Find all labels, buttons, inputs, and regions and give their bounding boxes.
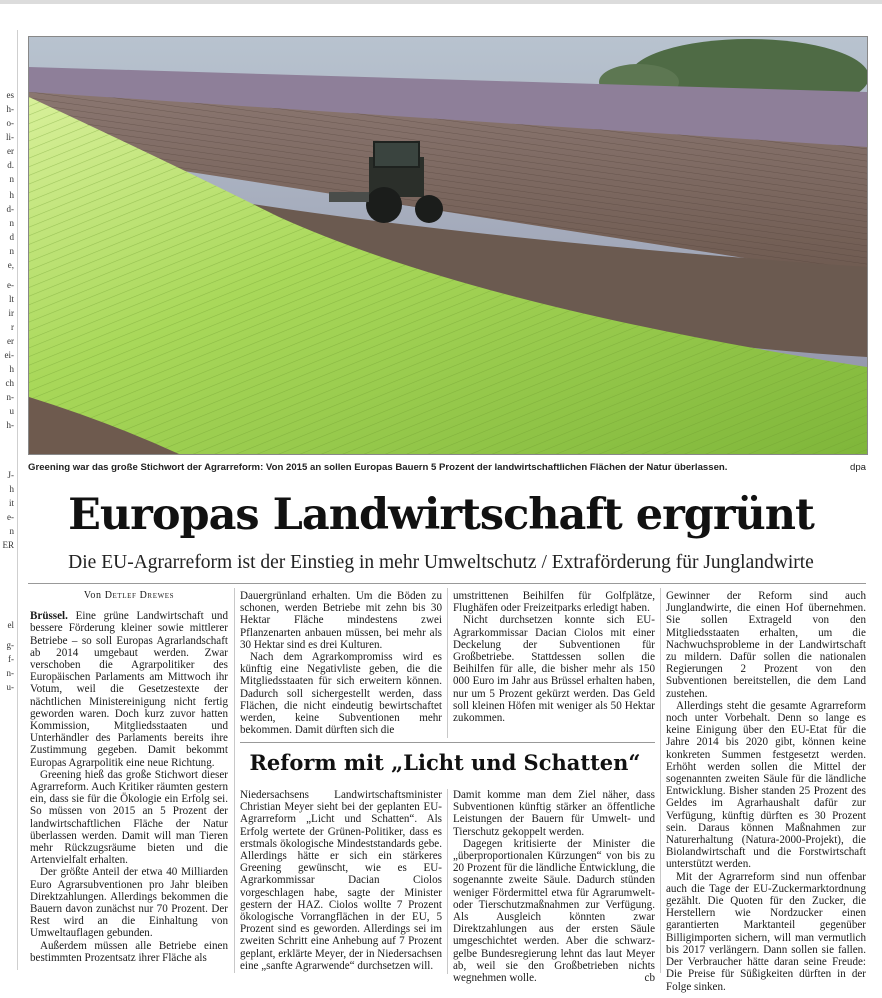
fragment-text: ir (8, 308, 14, 318)
fragment-text: d. (7, 160, 14, 170)
paragraph: Niedersachsens Landwirtschaftsminister Christian Meyer sieht bei der geplanten EU-Agrarreform „Licht und Schatten“. Als Erfolg wertete der Grünen-Politiker, dass es erstmals ökologische Mindeststandards gebe. Allerdings hätte er sich ein stärkeres Greening gewünscht, wie es EU-Agrarkommissar Dacian Ciolos vorgeschlagen habe, sagte der Minister gestern der HAZ. Ciolos wollte 7 Prozent ökologische Vorrangflächen in der EU, 5 Prozent sind es geworden. Allerdings sei im zweiten Schritt eine Anhebung auf 7 Prozent geplant, erklärte Meyer, der in Niedersachsen eine „sanfte Agrarwende“ durchsetzen will. (240, 789, 442, 972)
fragment-text: h- (6, 420, 14, 430)
article-column-2 (240, 590, 442, 736)
article-column-4 (666, 590, 866, 993)
fragment-text: u (9, 406, 14, 416)
byline-prefix: Von (83, 590, 102, 601)
article-column-1 (30, 590, 228, 964)
fragment-text: e, (7, 260, 14, 270)
paragraph: Dauergrünland erhalten. Um die Böden zu schonen, werden Betriebe mit zehn bis 30 Hektar Fläche mindestens zwei Pflanzenarten anbauen müssen, bei mehr als 30 Hektar sind es drei Kulturen. (240, 590, 442, 651)
fragment-text: er (7, 146, 14, 156)
fragment-text: ch (5, 378, 14, 388)
column-rule (447, 789, 448, 974)
fragment-text: n- (6, 668, 14, 678)
fragment-text: e- (7, 512, 14, 522)
fragment-text: d (9, 232, 14, 242)
headline: Europas Landwirtschaft ergrünt (68, 490, 814, 540)
fragment-text: ER (2, 540, 14, 550)
photo-caption (28, 460, 866, 476)
fragment-text: o- (6, 118, 14, 128)
column-rule (234, 588, 235, 973)
fragment-text: el (7, 620, 14, 630)
photo-credit: dpa (849, 462, 866, 473)
fragment-text: u- (6, 682, 14, 692)
fragment-text: h (9, 190, 14, 200)
sidebar-column-1 (240, 789, 442, 972)
paragraph: Der größte Anteil der etwa 40 Milliarden Euro Agrarsubventionen pro Jahr bleiben Direktzahlungen. Allerdings bekommen die Bauern davon zunächst nur 70 Prozent. Der Rest wird an die Einhaltung von Umweltauflagen gebunden. (30, 866, 228, 940)
paragraph: Mit der Agrarreform sind nun offenbar auch die Tage der EU-Zuckermarktordnung gezählt. Die Quoten für den Zucker, die Herstellern wie Nordzucker einen garantierten Marktanteil gegenüber Billigimporten sichern, will man vermutlich bis 2017 verlängern. Dann sollen sie fallen. Der Verbraucher hätte daran seine Freude: Die Preise für Süßigkeiten dürften in der Folge sinken. (666, 870, 866, 993)
fragment-text: r (11, 322, 14, 332)
fragment-text: g- (6, 640, 14, 650)
paragraph: Dagegen kritisierte der Minister die „überproportionalen Kürzungen“ von bis zu 20 Prozent für die ländliche Entwicklung, die sogenannte zweite Säule. Dadurch stünden weniger Fördermittel etwa für Agrarumwelt- oder Tierschutzmaßnahmen zur Verfügung. Als Ausgleich könnten zwar Direktzahlungen aus der ersten Säule umgeschichtet werden. Aber die schwarz-gelbe Bundesregierung lehnt das laut Meyer ab, weil sie den Großbetrieben nichts wegnehmen wolle. cb (453, 837, 655, 985)
article-column-3 (453, 590, 655, 724)
fragment-text: n (9, 246, 14, 256)
column-rule (660, 588, 661, 973)
fragment-text: lt (8, 294, 14, 304)
fragment-text: n (9, 174, 14, 184)
subheadline: Die EU-Agrarreform ist der Einstieg in mehr Umweltschutz / Extraförderung für Junglandwirte (68, 552, 814, 573)
fragment-text: er (7, 336, 14, 346)
fragment-text: h (9, 484, 14, 494)
paragraph: Damit komme man dem Ziel näher, dass Subventionen künftig stärker an öffentliche Leistungen der Bauern für Umwelt- und Tierschutz gekoppelt werden. (453, 789, 655, 838)
headline-rule (28, 583, 866, 584)
fragment-text: e- (7, 280, 14, 290)
tractor-field-photo (28, 36, 868, 455)
column-rule (447, 588, 448, 738)
byline (30, 590, 228, 602)
sidebar-headline: Reform mit „Licht und Schatten“ (249, 750, 641, 775)
byline-author: Detlef Drewes (104, 590, 175, 601)
fragment-text: n- (6, 392, 14, 402)
paragraph: Brüssel. Eine grüne Landwirtschaft und bessere Förderung kleiner sowie mittlerer Betriebe – so soll Europas Agrarlandschaft ab 2014 umgebaut werden. Zwar verschoben die Agrarpolitiker des Europäischen Parlaments am Mittwoch ihr Votum, weil die Gesetzestexte der nächtlichen Ministereinigung nicht fertig geworden waren. Doch kurz zuvor hatten Kommission, Mitgliedsstaaten und Unterhändler des Parlaments bereits ihre Zustimmung gegeben. Damit bekommt Europas Agrarpolitik eine neue Richtung. (30, 610, 228, 769)
paragraph: Nach dem Agrarkompromiss wird es künftig eine Negativliste geben, die die Mitgliedsstaaten für sich erweitern können. Dadurch soll sichergestellt werden, dass Flächen, die nicht eindeutig bewirtschaftet werden, keine Subventionen mehr bekommen. Damit dürften sich die (240, 651, 442, 737)
caption-text: Greening war das große Stichwort der Agrarreform: Von 2015 an sollen Europas Bauern 5 Prozent der landwirtschaftlichen Flächen der Natur überlassen. (28, 462, 728, 473)
fragment-text: h- (6, 104, 14, 114)
paragraph: Allerdings steht die gesamte Agrarreform noch unter Vorbehalt. Denn so lange es keine Einigung über den EU-Etat für die Jahre 2014 bis 2020 gibt, können keine konkreten Summen festgesetzt werden. Erhöht werden sollen die Mittel der sogenannten zweiten Säule für die ländliche Entwicklung. Bisher standen 25 Prozent des Geldes im Agrarhaushalt dafür zur Verfügung, künftig dürften es 30 Prozent sein. Daraus können Maßnahmen zur Naturerhaltung (Natura-2000-Projekt), die Biolandwirtschaft und die Forstwirtschaft unterstützt werden. (666, 699, 866, 871)
fragment-text: J- (7, 470, 14, 480)
fragment-text: f- (8, 654, 14, 664)
fragment-text: li- (6, 132, 14, 142)
fragment-text: it (8, 498, 14, 508)
fragment-text: n (9, 218, 14, 228)
author-initials: cb (644, 972, 655, 985)
paragraph: umstrittenen Beihilfen für Golfplätze, Flughäfen oder Freizeitparks erledigt haben. (453, 590, 655, 615)
fragment-text: n (9, 526, 14, 536)
fragment-text: ei- (4, 350, 14, 360)
paragraph: Greening hieß das große Stichwort dieser Agrarreform. Auch Kritiker räumten gestern ein, dass sie für die Ökologie ein Erfolg sei. So müssen von 2015 an 5 Prozent der landwirtschaftlichen Fläche der Natur überlassen werden. Damit will man Tieren mehr Rückzugsräume bieten und die Artenvielfalt erhalten. (30, 768, 228, 867)
paragraph: Gewinner der Reform sind auch Junglandwirte, die einen Hof übernehmen. Sie sollen Extrageld von den Mitgliedsstaaten erhalten, um die Nachwuchsprobleme in der Landwirtschaft zu mildern. Dafür sollen die nationalen Regierungen 2 Prozent von den Subventionen bereitstellen, die dem Land zustehen. (666, 590, 866, 700)
sidebar-column-2 (453, 789, 655, 984)
fragment-text: es (6, 90, 14, 100)
fragment-text: h (9, 364, 14, 374)
fragment-text: d- (6, 204, 14, 214)
dateline: Brüssel. (30, 610, 68, 623)
paragraph: Nicht durchsetzen konnte sich EU-Agrarkommissar Dacian Ciolos mit einer Deckelung der Subventionen für Großbetriebe. Stattdessen sollen die Beihilfen für alle, die bisher mehr als 150 000 Euro im Jahr aus Brüssel erhalten haben, nur um 5 Prozent gekürzt werden. Das Geld soll kleinen Höfen mit weniger als 50 Hektar zukommen. (453, 614, 655, 725)
paragraph: Außerdem müssen alle Betriebe einen bestimmten Prozentsatz ihrer Fläche als (30, 939, 228, 964)
sidebar-top-rule (240, 742, 655, 743)
page-top-edge (0, 0, 882, 4)
